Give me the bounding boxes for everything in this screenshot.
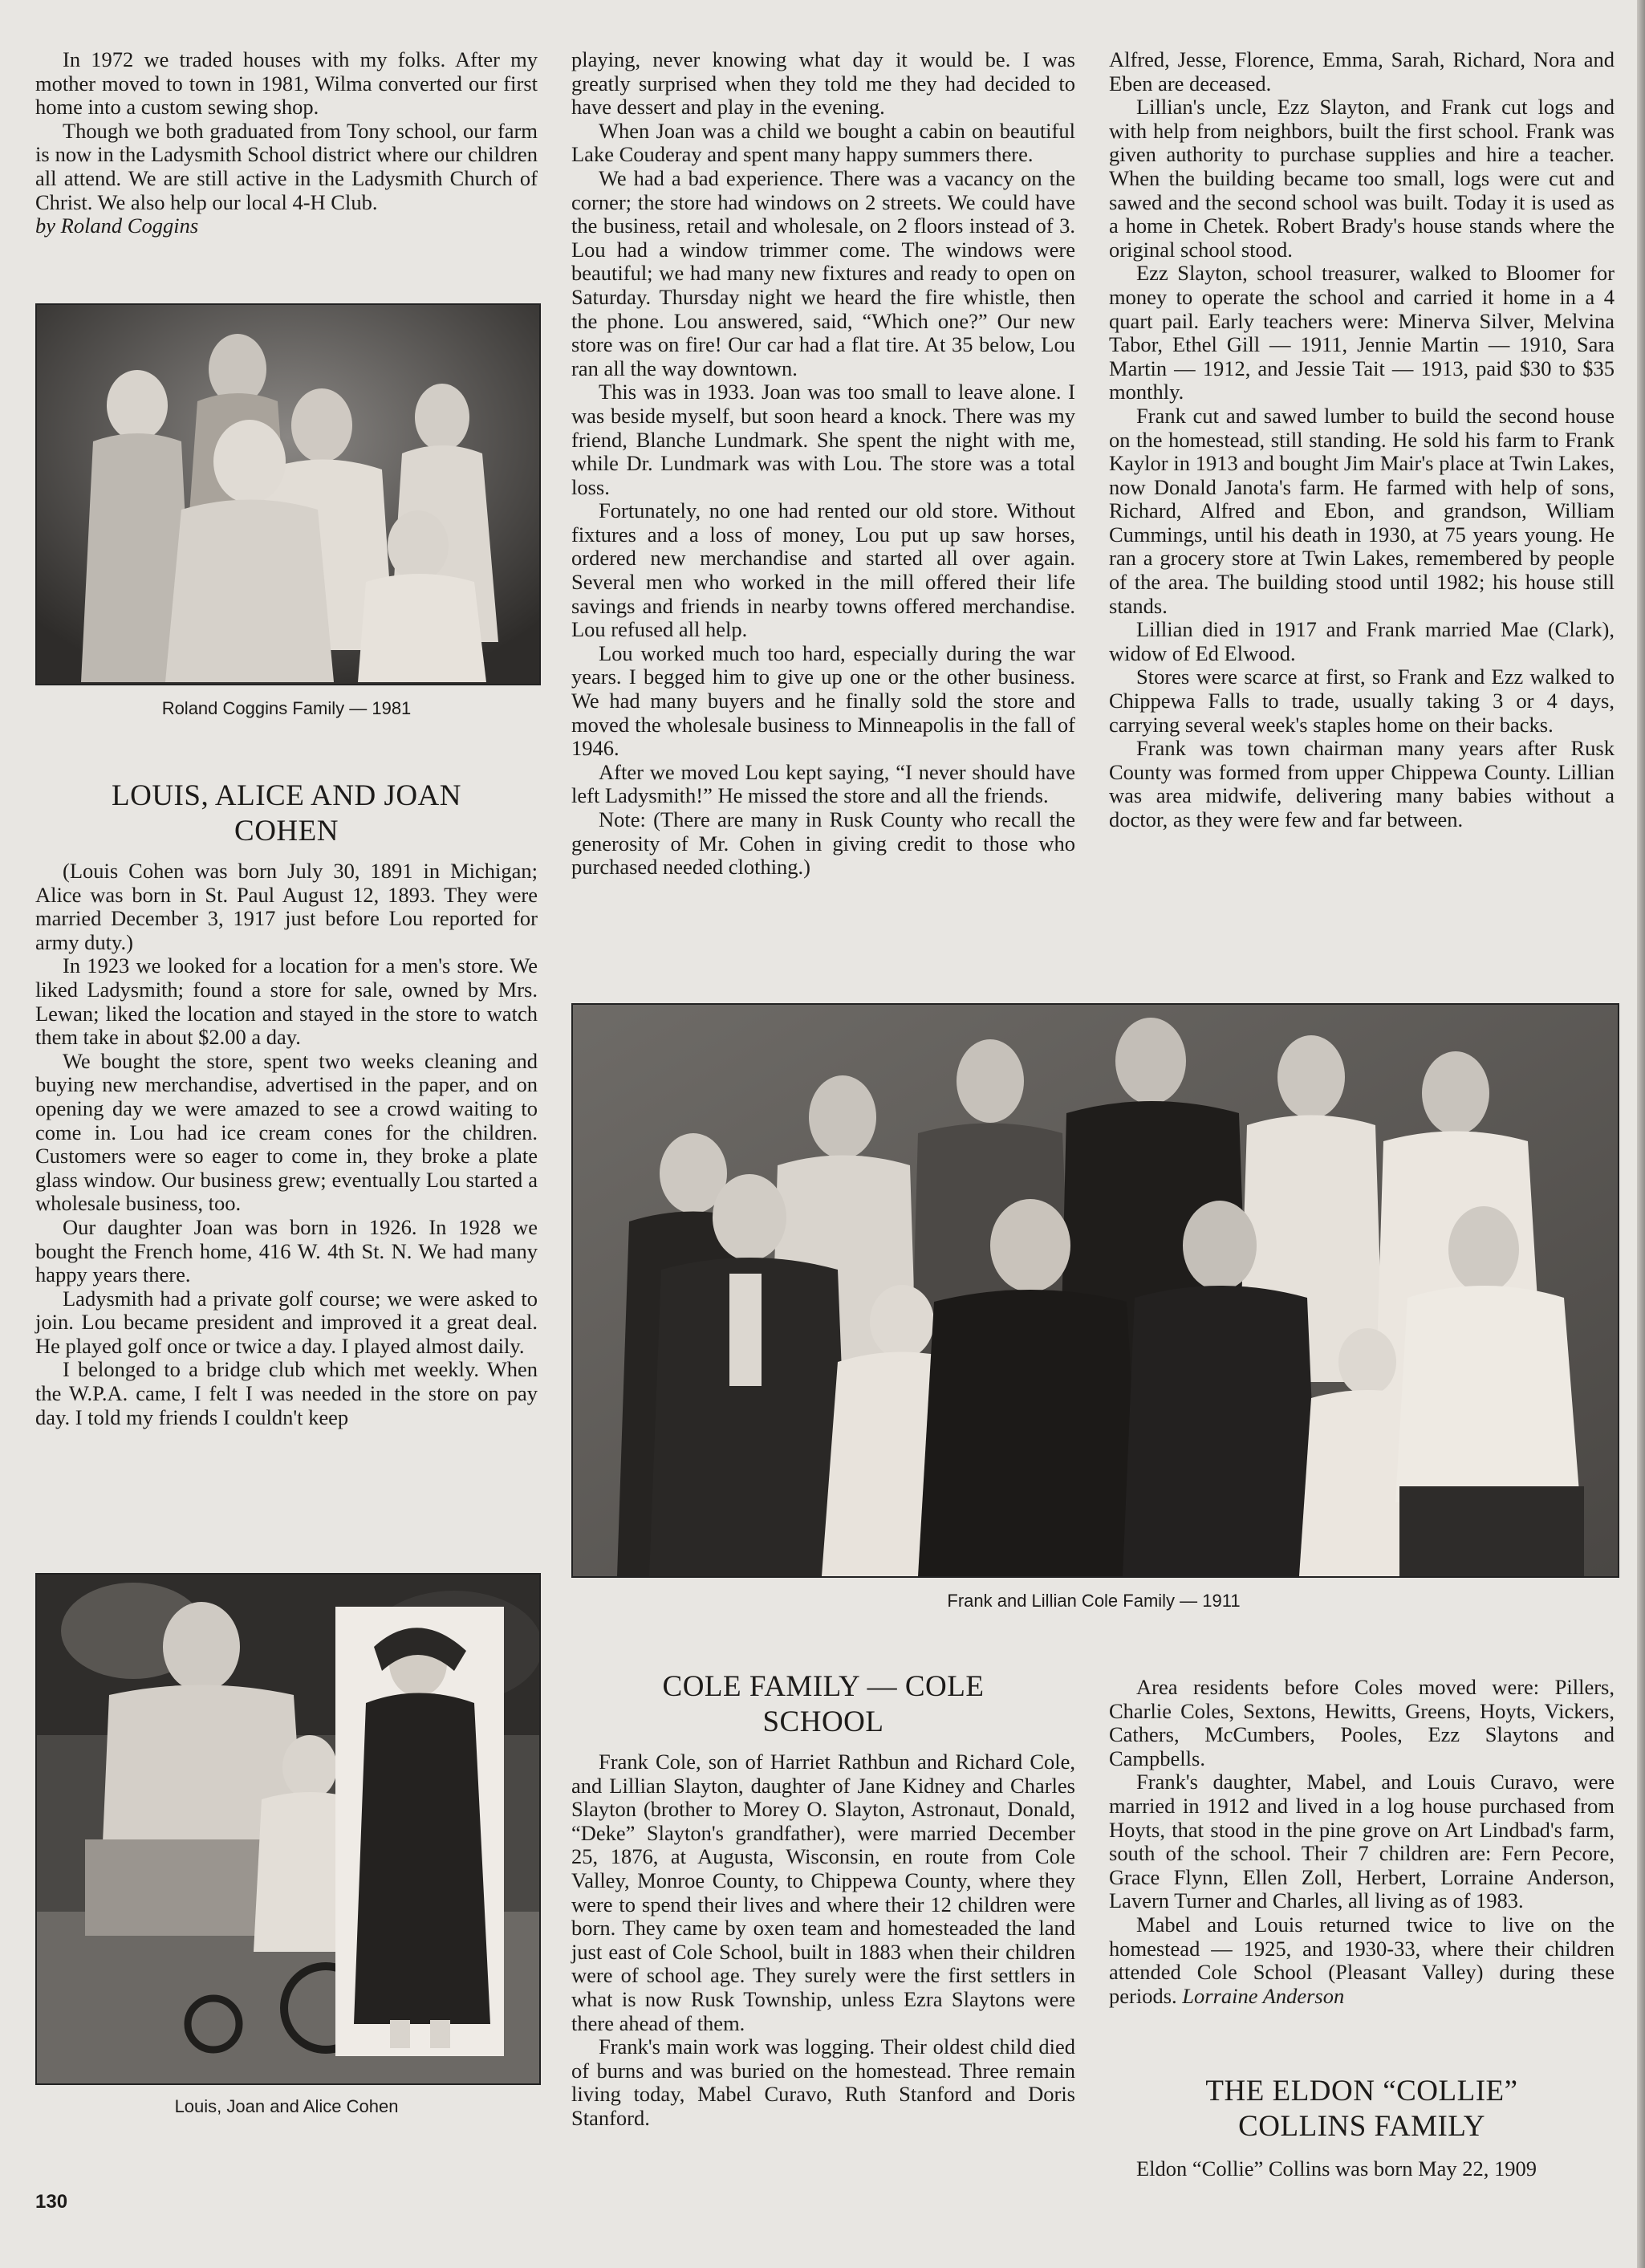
paragraph: Lou worked much too hard, especially during the war years. I begged him to give up one or the other business. We had many buyers and he finally sold the store and moved the wholesale business to Minneapolis in the fall of 1946. [571,640,1075,761]
cole-story-part-two [1109,1676,1615,2008]
author-signature: Lorraine Anderson [1182,1983,1345,2008]
paragraph: Area residents before Coles moved were: Pillers, Charlie Coles, Sextons, Hewitts, Greens, Hoyts, Vickers, Cathers, McCumbers, Pooles, Ezz Slaytons and Campbells. [1109,1675,1615,1770]
photo-caption: Frank and Lillian Cole Family — 1911 [947,1591,1241,1611]
paragraph: After we moved Lou kept saying, “I never should have left Ladysmith!” He missed the store and all the friends. [571,759,1075,808]
cole-story-continued [1109,48,1615,832]
paragraph: Eldon “Collie” Collins was born May 22, 1909 [1136,2156,1537,2181]
paragraph: Frank was town chairman many years after Rusk County was formed from upper Chippewa County. Lillian was area midwife, delivering many babies without a doctor, as they were few and far between. [1109,736,1615,831]
page-number: 130 [35,2191,68,2213]
paragraph: Alfred, Jesse, Florence, Emma, Sarah, Richard, Nora and Eben are deceased. [1109,47,1615,96]
photo-caption: Louis, Joan and Alice Cohen [174,2096,399,2116]
paragraph: We had a bad experience. There was a vacancy on the corner; the store had windows on 2 streets. We could have the business, retail and wholesale, on 2 floors instead of 3. Lou had a window trimmer come. The windows were beautiful; we had many new fixtures and ready to open on Saturday. Thursday night we heard the fire whistle, then the phone. Lou answered, said, “Which one?” Our new store was on fire! Our car had a flat tire. At 35 below, Lou ran all the way downtown. [571,165,1075,380]
paragraph: Stores were scarce at first, so Frank and Ezz walked to Chippewa Falls to trade, usually taking 3 or 4 days, carrying several week's staples home on their backs. [1109,665,1615,737]
paragraph [1109,1913,1615,2008]
collins-story-heading: THE ELDON “COLLIE” COLLINS FAMILY [1205,2075,1518,2143]
paragraph: Lillian died in 1917 and Frank married Mae (Clark), widow of Ed Elwood. [1109,617,1615,665]
cohen-story-heading: LOUIS, ALICE AND JOAN COHEN [112,779,461,847]
paragraph: Frank Cole, son of Harriet Rathbun and Richard Cole, and Lillian Slayton, daughter of Jane Kidney and Charles Slayton (brother to Morey O. Slayton, Astronaut, Donald, “Deke” Slayton's grandfather), were married December 25, 1876, at Augusta, Wisconsin, en route from Cole Valley, Monroe County, to Chippewa County, where they were to spend their lives and where their 12 children were born. They came by oxen team and homesteaded the land just east of Cole School, built in 1883 when their children were of school age. They surely were the first settlers in what is now Rusk Township, unless Ezra Slaytons were there ahead of them. [571,1750,1075,2035]
cohen-story [35,860,538,1429]
coggins-family-photo [35,303,541,685]
cole-story [571,1750,1075,2131]
paragraph: In 1972 we traded houses with my folks. After my mother moved to town in 1981, Wilma converted our first home into a custom sewing shop. [35,47,538,120]
coggins-story [35,48,538,238]
paragraph: When Joan was a child we bought a cabin on beautiful Lake Couderay and spent many happy summers there. [571,118,1075,167]
cohen-family-photo [35,1573,541,2085]
paragraph: Fortunately, no one had rented our old store. Without fixtures and a loss of money, Lou put up saw horses, ordered new merchandise and started all over again. Several men who worked in the mill offered their life savings and friends in nearby towns offered merchandise. Lou refused all help. [571,498,1075,642]
paragraph-text: Mabel and Louis returned twice to live on the homestead — 1925, and 1930-33, where their children attended Cole School (Pleasant Valley) during these periods. [1109,1912,1615,2008]
paragraph: Ezz Slayton, school treasurer, walked to Bloomer for money to operate the school and carried it home in a 4 quart pail. Early teachers were: Minerva Silver, Melvina Tabor, Ethel Gill — 1911, Jennie Martin — 1910, Sara Martin — 1912, and Jessie Tait — 1913, paid $30 to $35 monthly. [1109,261,1615,404]
cole-family-photo [571,1003,1619,1578]
paragraph: Note: (There are many in Rusk County who recall the generosity of Mr. Cohen in giving credit to those who purchased needed clothing.) [571,807,1075,880]
paragraph: Our daughter Joan was born in 1926. In 1928 we bought the French home, 416 W. 4th St. N. We had many happy years there. [35,1214,538,1287]
paragraph: Frank's main work was logging. Their oldest child died of burns and was buried on the homestead. Three remain living today, Mabel Curavo, Ruth Stanford and Doris Stanford. [571,2034,1075,2130]
paragraph: I belonged to a bridge club which met weekly. When the W.P.A. came, I felt I was needed in the store on pay day. I told my friends I couldn't keep [35,1357,538,1429]
paragraph: In 1923 we looked for a location for a men's store. We liked Ladysmith; found a store for sale, owned by Mrs. Lewan; liked the location and stayed in the store to watch them take in about $2.00 a day. [35,953,538,1050]
paragraph: Though we both graduated from Tony school, our farm is now in the Ladysmith School district where our children all attend. We are still active in the Ladysmith Church of Christ. We also help our local 4-H Club. [35,118,538,214]
paragraph: Ladysmith had a private golf course; we were asked to join. Lou became president and improved it a great deal. He played golf once or twice a day. I played almost daily. [35,1286,538,1358]
paragraph: This was in 1933. Joan was too small to leave alone. I was beside myself, but soon heard a knock. There was my friend, Blanche Lundmark. She spent the night with me, while Dr. Lundmark was with Lou. The store was a total loss. [571,380,1075,499]
cohen-story-continued [571,48,1075,880]
author-signature: by Roland Coggins [35,213,199,238]
paragraph: playing, never knowing what day it would be. I was greatly surprised when they told me they had decided to have dessert and play in the evening. [571,47,1075,120]
paragraph: (Louis Cohen was born July 30, 1891 in Michigan; Alice was born in St. Paul August 12, 1893. They were married December 3, 1917 just before Lou reported for army duty.) [35,859,538,954]
collins-story [1109,2157,1615,2181]
paragraph: Frank's daughter, Mabel, and Louis Curavo, were married in 1912 and lived in a log house purchased from Hoyts, that stood in the pine grove on Art Lindbad's farm, south of the school. Their 7 children are: Fern Pecore, Grace Flynn, Ellen Zoll, Herbert, Lorraine Anderson, Lavern Turner and Charles, all living as of 1983. [1109,1770,1615,1913]
photo-caption: Roland Coggins Family — 1981 [161,698,412,718]
page-binding-edge [1637,0,1645,2268]
paragraph: We bought the store, spent two weeks cleaning and buying new merchandise, advertised in the paper, and on opening day we were amazed to see a crowd waiting to come in. Lou had ice cream cones for the children. Customers were so eager to come in, they broke a plate glass window. Our business grew; eventually Lou started a wholesale business, too. [35,1048,538,1216]
paragraph: Lillian's uncle, Ezz Slayton, and Frank cut logs and with help from neighbors, built the first school. Frank was given authority to purchase supplies and hire a teacher. When the building became too small, logs were cut and sawed and the second school was built. Today it is used as a home in Chetek. Robert Brady's house stands where the original school stood. [1109,95,1615,262]
cole-story-heading: COLE FAMILY — COLE SCHOOL [662,1670,985,1738]
paragraph: Frank cut and sawed lumber to build the second house on the homestead, still standing. He sold his farm to Frank Kaylor in 1913 and bought Jim Mair's place at Twin Lakes, now Donald Janota's farm. He farmed with help of sons, Richard, Alfred and Ebon, and grandson, William Cummings, until his death in 1930, at 75 years young. He ran a grocery store at Twin Lakes, remembered by people of the area. The building stood until 1982; his house still stands. [1109,403,1615,618]
